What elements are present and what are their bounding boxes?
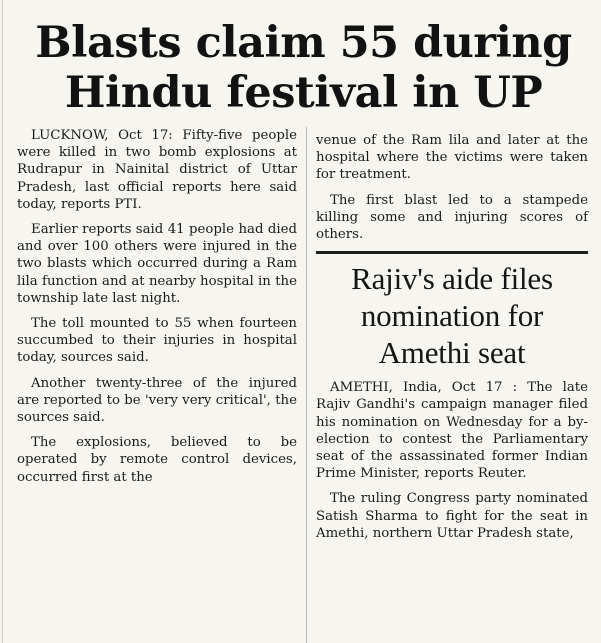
paragraph: venue of the Ram lila and later at the hospital where the victims were taken for treatment. [316,133,588,183]
subhead-line-3: Amethi seat [378,335,526,371]
headline-line-1: Blasts claim 55 during [35,18,572,68]
paragraph: AMETHI, India, Oct 17 : The late Rajiv Gandhi's campaign manager filed his nomination on Wednesday for a by-election to contest the Parliamentary seat of the assassinated former Indian Prime Minister, reports Reuter. [316,380,588,482]
paragraph: Another twenty-three of the injured are reported to be 'very very critical', the sources said. [17,375,297,426]
subhead-line-2: nomination for [360,298,544,334]
left-column [17,127,297,494]
main-headline [3,18,601,118]
paragraph: LUCKNOW, Oct 17: Fifty-five people were killed in two bomb explosions at Rudrapur in Nainital district of Uttar Pradesh, last official reports here said today, reports PTI. [17,128,297,212]
column-divider [306,127,307,643]
paragraph: Earlier reports said 41 people had died and over 100 others were injured in the two blasts which occurred during a Ram lila function and at nearby hospital in the township late last night. [17,222,297,306]
newspaper-clipping [2,0,600,643]
paragraph: The first blast led to a stampede killing some and injuring scores of others. [316,192,588,243]
section-rule [316,251,588,254]
right-column [316,132,588,550]
headline-line-2: Hindu festival in UP [64,68,543,118]
second-headline [316,260,588,371]
paragraph: The ruling Congress party nominated Satish Sharma to fight for the seat in Amethi, northern Uttar Pradesh state, [316,491,588,541]
paragraph: The toll mounted to 55 when fourteen succumbed to their injuries in hospital today, sources said. [17,316,297,366]
subhead-line-1: Rajiv's aide files [351,261,553,297]
paragraph: The explosions, believed to be operated by remote control devices, occurred first at the [17,435,297,485]
